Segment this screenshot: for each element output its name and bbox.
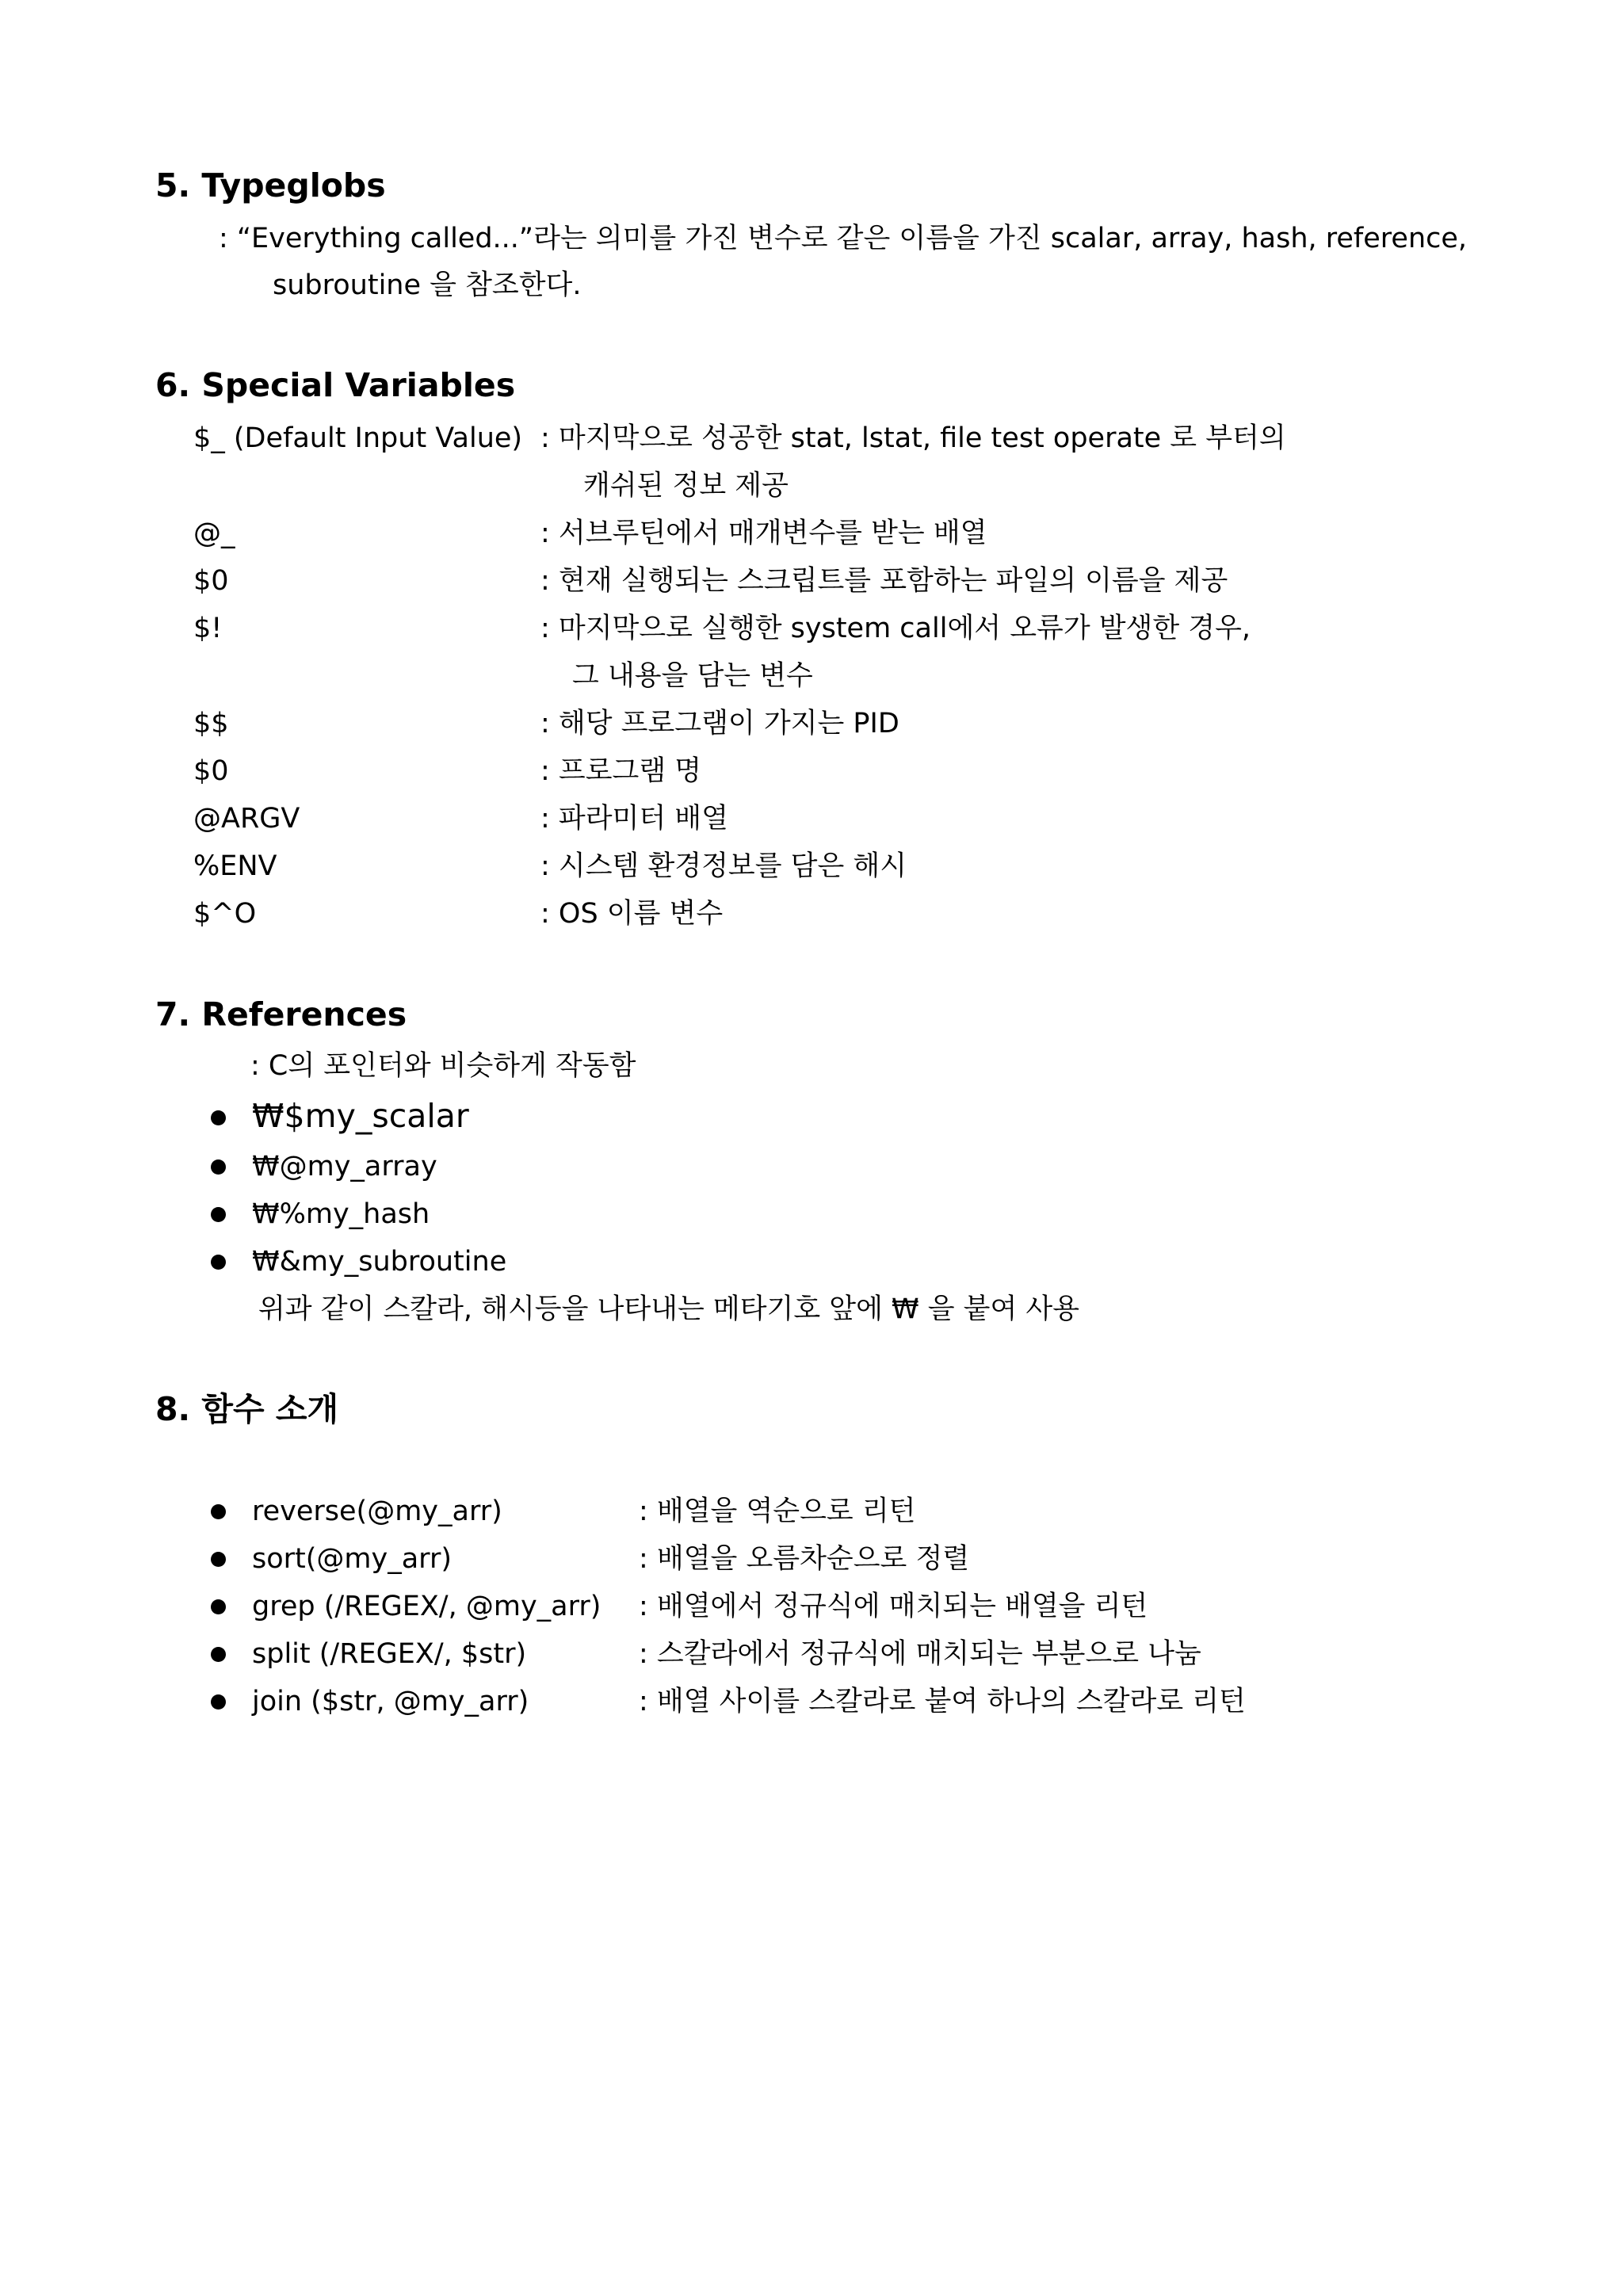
special-var-name: $0: [193, 565, 229, 597]
special-var-name: $!: [193, 613, 223, 644]
bullet-icon: [211, 1255, 226, 1270]
special-var-name: $$: [193, 708, 229, 739]
bullet-icon: [211, 1694, 226, 1710]
function-desc: : 배열 사이를 스칼라로 붙여 하나의 스칼라로 리턴: [639, 1686, 1246, 1717]
special-var-desc: : 마지막으로 실행한 system call에서 오류가 발생한 경우,: [540, 613, 1251, 644]
typeglobs-description-cont: subroutine 을 참조한다.: [273, 269, 582, 301]
function-desc: : 배열을 역순으로 리턴: [639, 1496, 916, 1527]
section-heading-typeglobs: 5. Typeglobs: [155, 166, 386, 204]
special-var-desc: : OS 이름 변수: [540, 898, 724, 930]
function-name: split (/REGEX/, $str): [252, 1638, 527, 1670]
function-name: grep (/REGEX/, @my_arr): [252, 1591, 601, 1622]
function-name: sort(@my_arr): [252, 1543, 452, 1575]
special-var-name: %ENV: [193, 850, 277, 882]
bullet-icon: [211, 1552, 226, 1567]
special-var-desc: : 시스템 환경정보를 담은 해시: [540, 850, 907, 882]
reference-item: ₩%my_hash: [252, 1198, 430, 1230]
reference-item: ₩&my_subroutine: [252, 1246, 507, 1278]
special-var-desc: : 서브루틴에서 매개변수를 받는 배열: [540, 518, 987, 549]
reference-item: ₩@my_array: [252, 1151, 437, 1182]
bullet-icon: [211, 1599, 226, 1614]
special-var-name: @ARGV: [193, 803, 300, 835]
special-var-desc: : 현재 실행되는 스크립트를 포함하는 파일의 이름을 제공: [540, 565, 1228, 597]
bullet-icon: [211, 1110, 226, 1125]
section-heading-references: 7. References: [155, 995, 407, 1033]
special-var-desc: : 파라미터 배열: [540, 803, 728, 835]
special-var-name: $0: [193, 755, 229, 787]
special-var-desc-cont: 그 내용을 담는 변수: [572, 660, 813, 692]
bullet-icon: [211, 1647, 226, 1662]
section-heading-functions: 8. 함수 소개: [155, 1390, 339, 1428]
reference-item: ₩$my_scalar: [252, 1097, 469, 1135]
typeglobs-description: : “Everything called...”라는 의미를 가진 변수로 같은 이름을 가진 scalar, array, hash, reference,: [219, 223, 1468, 254]
function-desc: : 배열을 오름차순으로 정렬: [639, 1543, 970, 1575]
special-var-desc-cont: 캐쉬된 정보 제공: [583, 470, 789, 502]
function-desc: : 배열에서 정규식에 매치되는 배열을 리턴: [639, 1591, 1148, 1622]
bullet-icon: [211, 1207, 226, 1222]
function-desc: : 스칼라에서 정규식에 매치되는 부분으로 나눔: [639, 1638, 1201, 1670]
special-var-name: @_: [193, 518, 235, 549]
references-description: : C의 포인터와 비슷하게 작동함: [250, 1050, 636, 1082]
section-heading-special-variables: 6. Special Variables: [155, 366, 516, 404]
function-name: reverse(@my_arr): [252, 1496, 502, 1527]
special-var-desc: : 해당 프로그램이 가지는 PID: [540, 708, 899, 739]
special-var-name: $^O: [193, 898, 257, 930]
special-var-name: $_ (Default Input Value): [193, 422, 523, 454]
bullet-icon: [211, 1504, 226, 1519]
function-name: join ($str, @my_arr): [252, 1686, 529, 1717]
special-var-desc: : 프로그램 명: [540, 755, 702, 787]
special-var-desc: : 마지막으로 성공한 stat, lstat, file test operate 로 부터의: [540, 422, 1286, 454]
references-note: 위과 같이 스칼라, 해시등을 나타내는 메타기호 앞에 ₩ 을 붙여 사용: [258, 1293, 1080, 1325]
bullet-icon: [211, 1159, 226, 1175]
